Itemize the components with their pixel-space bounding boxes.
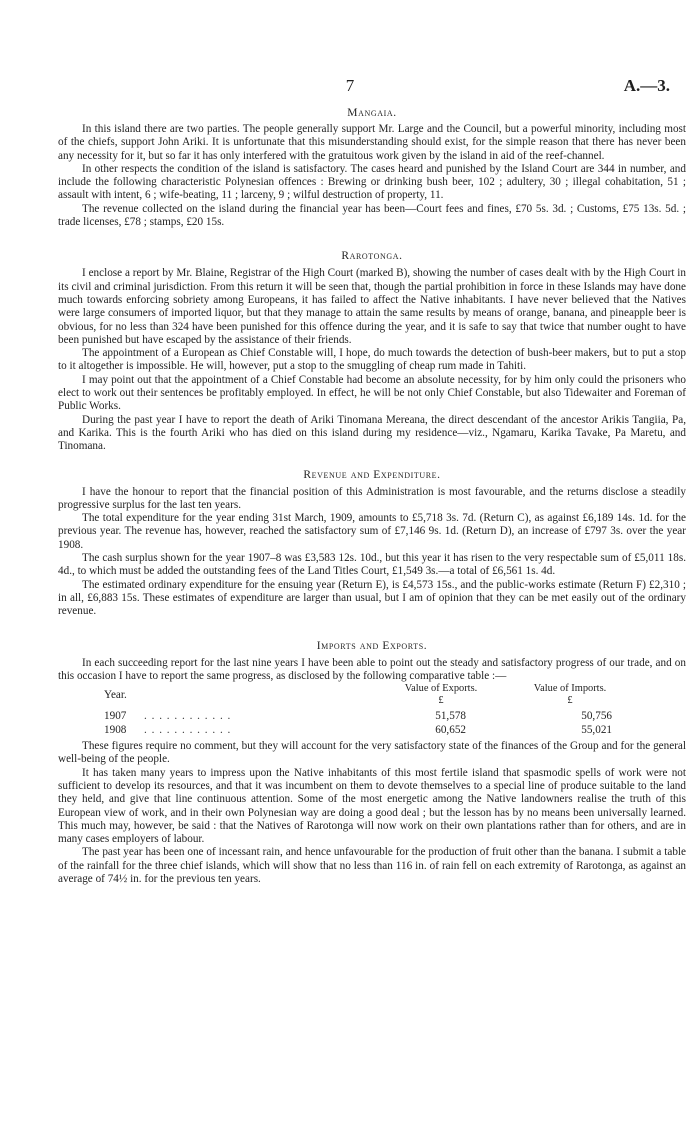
paragraph: During the past year I have to report the death of Ariki Tinomana Mereana, the direct descendant of the ancestor Arikis Tangiia, Pa, and Karika. This is the fourth Ariki who has died on this island during my residence—viz., Ngamaru, Karika Tavake, Pa Maretu, and Tinomana. bbox=[58, 413, 686, 453]
trade-comparison-table bbox=[58, 683, 686, 737]
paragraph: The past year has been one of incessant rain, and hence unfavourable for the production of fruit other than the banana. I submit a table of the rainfall for the three chief islands, which will show that no less than 116 in. of rain fell on each extremity of Rarotonga, as against an average of 74½ in. for the previous ten years. bbox=[58, 846, 686, 886]
cell-year: 1907 bbox=[104, 710, 127, 723]
column-header-year: Year. bbox=[104, 689, 127, 702]
table-header bbox=[58, 683, 686, 709]
column-header-exports bbox=[395, 683, 487, 707]
section-heading-mangaia: Mangaia. bbox=[347, 107, 397, 119]
paragraph: I enclose a report by Mr. Blaine, Registrar of the High Court (marked B), showing the number of cases dealt with by the High Court in its civil and criminal jurisdiction. From this return it will be seen that, though the partial prohibition in force in these Islands may have done much towards enforcing sobriety among Europeans, it has failed to affect the Native inhabitants. I have never believed that the Natives were large consumers of imported liquor, but that they manage to attain the same results by means of orange, banana, and pineapple beer is obvious, for no less than 324 have been punished for this offence during the year, and it is safe to say that twice that number ought to have been punished but have escaped by the assistance of their friends. bbox=[58, 267, 686, 346]
table-row bbox=[58, 723, 686, 737]
paragraph: The revenue collected on the island during the financial year has been—Court fees and fines, £70 5s. 3d. ; Customs, £75 13s. 5d. ; trade licenses, £78 ; stamps, £20 15s. bbox=[58, 202, 686, 229]
page-number: 7 bbox=[345, 76, 355, 95]
paragraph: In other respects the condition of the island is satisfactory. The cases heard and punished by the Island Court are 344 in number, and include the following characteristic Polynesian offences : Brewing or drinking bush beer, 102 ; adultery, 30 ; illegal cohabitation, 51 ; assault with intent, 6 ; wife-beating, 11 ; larceny, 9 ; wilful destruction of property, 11. bbox=[58, 162, 686, 202]
column-unit-exports: £ bbox=[438, 695, 444, 707]
paragraph: In this island there are two parties. The people generally support Mr. Large and the Council, but a powerful minority, including most of the chiefs, support John Ariki. It is unfortunate that this misunderstanding should exist, for the simple reason that there has never been any necessity for it, but so far it has only interfered with the gratuitous work given by the island in aid of the reef-channel. bbox=[58, 123, 686, 162]
document-body bbox=[58, 106, 686, 886]
paragraph: I may point out that the appointment of a Chief Constable had become an absolute necessity, for by him only could the prisoners who elect to work out their sentences be profitably employed. In effect, he will be not only Chief Constable, but also Tidewaiter and Foreman of Public Works. bbox=[58, 373, 686, 413]
section-heading-revenue: Revenue and Expenditure. bbox=[303, 468, 441, 481]
paragraph: It has taken many years to impress upon the Native inhabitants of this most fertile island that spasmodic spells of work were not sufficient to develop its resources, and that it was incumbent on them to devote themselves to a special line of produce suitable to the land they held, and give that line continuous attention. Some of the most energetic among the Native landowners realise the truth of this European view of work, and in their own Polynesian way are doing a good deal ; but the lesson has by no means been universally learned. This much may, however, be said : that the Natives of Rarotonga will now work on their own plantations rather than for others, and are in many cases employers of labour. bbox=[58, 766, 686, 846]
paragraph: The total expenditure for the year ending 31st March, 1909, amounts to £5,718 3s. 7d. (Return C), as against £6,189 14s. 1d. for the previous year. The revenue has, however, reached the satisfactory sum of £7,146 9s. 1d. (Return D), an increase of £797 3s. over the year 1908. bbox=[58, 512, 686, 551]
section-revenue-expenditure bbox=[58, 468, 686, 619]
section-heading-rarotonga: Rarotonga. bbox=[341, 250, 403, 263]
cell-exports: 60,652 bbox=[435, 724, 466, 737]
column-header-imports bbox=[522, 683, 618, 707]
paragraph: I have the honour to report that the financial position of this Administration is most favourable, and the returns disclose a steadily progressive surplus for the last ten years. bbox=[58, 485, 686, 511]
section-heading-imports: Imports and Exports. bbox=[316, 639, 428, 652]
paragraph: In each succeeding report for the last nine years I have been able to point out the steady and satisfactory progress of our trade, and on this occasion I have to report the same progress, as disclosed by the following comparative table :— bbox=[58, 656, 686, 682]
paragraph: The estimated ordinary expenditure for the ensuing year (Return E), is £4,573 15s., and the public-works estimate (Return F) £2,310 ; in all, £6,883 15s. These estimates of expenditure are larger than usual, but I am of opinion that they can be met easily out of the ordinary revenue. bbox=[58, 578, 686, 618]
cell-exports: 51,578 bbox=[435, 710, 466, 723]
cell-imports: 50,756 bbox=[581, 710, 612, 723]
section-imports-exports bbox=[58, 639, 686, 887]
paragraph: The cash surplus shown for the year 1907–8 was £3,583 12s. 10d., but this year it has risen to the very respectable sum of £5,011 18s. 4d., to which must be added the outstanding fees of the Land Titles Court, £1,549 3s.—a total of £6,561 1s. 4d. bbox=[58, 552, 686, 578]
leader-dots: . . . . . . . . . . . . bbox=[144, 724, 232, 737]
section-rarotonga bbox=[58, 249, 686, 453]
section-mangaia bbox=[58, 106, 686, 229]
column-header-exports-label: Value of Exports. bbox=[404, 683, 478, 695]
paragraph: The appointment of a European as Chief Constable will, I hope, do much towards the detection of bush-beer makers, but to put a stop to it altogether is impossible. He will, however, put a stop to the smuggling of cheap rum made in Tahiti. bbox=[58, 347, 686, 373]
cell-imports: 55,021 bbox=[581, 724, 612, 737]
column-unit-imports: £ bbox=[567, 695, 573, 707]
table-row bbox=[58, 709, 686, 723]
column-header-imports-label: Value of Imports. bbox=[533, 683, 607, 695]
document-reference: A.—3. bbox=[623, 76, 670, 95]
cell-year: 1908 bbox=[104, 724, 127, 737]
leader-dots: . . . . . . . . . . . . bbox=[144, 710, 232, 723]
paragraph: These figures require no comment, but they will account for the very satisfactory state of the finances of the Group and for the general well-being of the people. bbox=[58, 740, 686, 766]
